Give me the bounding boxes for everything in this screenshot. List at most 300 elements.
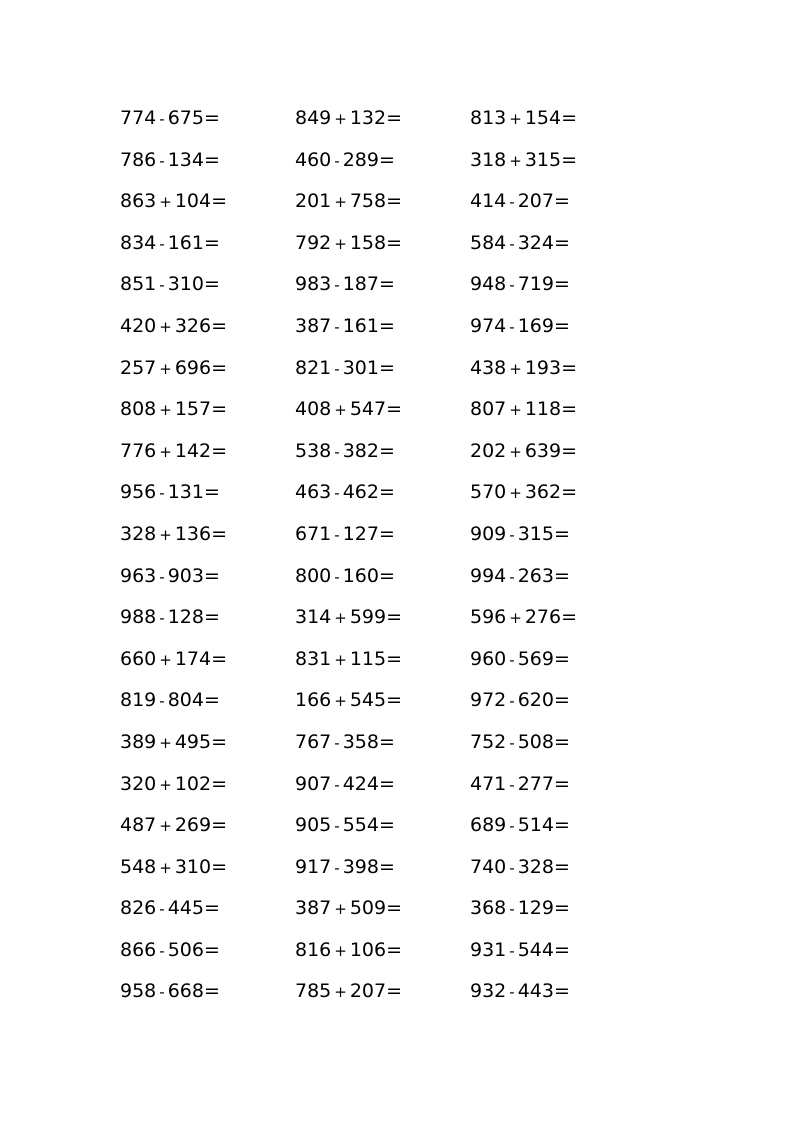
operator: - bbox=[334, 733, 340, 752]
operator: - bbox=[159, 983, 165, 1002]
operand-a: 931 bbox=[470, 938, 507, 961]
operand-a: 438 bbox=[470, 356, 507, 379]
operand-b: 127 bbox=[342, 522, 379, 545]
operand-a: 460 bbox=[295, 148, 332, 171]
operand-b: 495 bbox=[174, 730, 212, 753]
operator: - bbox=[509, 234, 515, 253]
math-problem bbox=[470, 764, 640, 806]
math-problem bbox=[470, 847, 640, 889]
operand-b: 509 bbox=[349, 897, 387, 920]
operand-a: 994 bbox=[470, 564, 507, 587]
operand-a: 972 bbox=[470, 689, 507, 712]
math-problem bbox=[295, 306, 465, 348]
math-problem bbox=[120, 722, 290, 764]
operand-b: 174 bbox=[174, 647, 212, 670]
operator: - bbox=[509, 775, 515, 794]
math-problem bbox=[120, 431, 290, 473]
math-problem bbox=[470, 930, 640, 972]
equals-sign: = bbox=[203, 273, 220, 296]
math-problem bbox=[120, 556, 290, 598]
operand-a: 740 bbox=[470, 855, 507, 878]
operand-a: 807 bbox=[470, 398, 507, 421]
operator: - bbox=[509, 317, 515, 336]
operand-b: 134 bbox=[167, 148, 204, 171]
problem-column-1 bbox=[120, 98, 290, 1013]
operand-b: 301 bbox=[342, 356, 379, 379]
operand-b: 696 bbox=[174, 356, 212, 379]
operand-a: 785 bbox=[295, 980, 332, 1003]
equals-sign: = bbox=[211, 439, 228, 462]
operand-b: 131 bbox=[167, 481, 204, 504]
operator: + bbox=[159, 817, 172, 836]
operand-b: 362 bbox=[524, 481, 562, 504]
math-problem bbox=[470, 514, 640, 556]
operand-b: 508 bbox=[517, 730, 554, 753]
operand-a: 813 bbox=[470, 107, 507, 129]
operand-a: 538 bbox=[295, 439, 332, 462]
operand-b: 599 bbox=[349, 606, 387, 629]
operand-b: 324 bbox=[517, 231, 554, 254]
operand-a: 471 bbox=[470, 772, 507, 795]
operator: + bbox=[159, 193, 172, 212]
operand-b: 289 bbox=[342, 148, 379, 171]
math-problem bbox=[470, 971, 640, 1013]
operand-a: 831 bbox=[295, 647, 332, 670]
equals-sign: = bbox=[386, 689, 403, 712]
operator: - bbox=[334, 817, 340, 836]
equals-sign: = bbox=[211, 522, 228, 545]
operand-b: 263 bbox=[517, 564, 554, 587]
math-problem bbox=[470, 556, 640, 598]
operand-a: 948 bbox=[470, 273, 507, 296]
operand-b: 506 bbox=[167, 938, 204, 961]
operator: - bbox=[334, 775, 340, 794]
operand-a: 826 bbox=[120, 897, 157, 920]
math-problem bbox=[295, 888, 465, 930]
operator: - bbox=[509, 983, 515, 1002]
operator: - bbox=[509, 817, 515, 836]
operand-b: 675 bbox=[167, 107, 204, 129]
equals-sign: = bbox=[211, 647, 228, 670]
math-problem bbox=[120, 680, 290, 722]
operand-a: 387 bbox=[295, 314, 332, 337]
operand-a: 963 bbox=[120, 564, 157, 587]
operand-a: 596 bbox=[470, 606, 507, 629]
operand-b: 668 bbox=[167, 980, 204, 1003]
operator: + bbox=[509, 609, 522, 628]
equals-sign: = bbox=[561, 606, 578, 629]
equals-sign: = bbox=[553, 980, 570, 1003]
operand-a: 660 bbox=[120, 647, 157, 670]
operand-a: 328 bbox=[120, 522, 157, 545]
operand-a: 202 bbox=[470, 439, 507, 462]
operator: + bbox=[334, 692, 347, 711]
equals-sign: = bbox=[378, 730, 395, 753]
operator: + bbox=[159, 650, 172, 669]
operator: + bbox=[159, 317, 172, 336]
operand-a: 368 bbox=[470, 897, 507, 920]
operator: - bbox=[159, 609, 165, 628]
math-problem bbox=[295, 639, 465, 681]
operator: - bbox=[334, 276, 340, 295]
math-problem bbox=[470, 264, 640, 306]
operand-b: 276 bbox=[524, 606, 562, 629]
math-problem bbox=[295, 764, 465, 806]
equals-sign: = bbox=[211, 772, 228, 795]
math-problem bbox=[295, 847, 465, 889]
operator: - bbox=[509, 941, 515, 960]
equals-sign: = bbox=[378, 855, 395, 878]
operator: - bbox=[509, 858, 515, 877]
operand-b: 207 bbox=[517, 190, 554, 213]
equals-sign: = bbox=[386, 647, 403, 670]
math-problem bbox=[120, 888, 290, 930]
math-problem bbox=[120, 639, 290, 681]
equals-sign: = bbox=[553, 814, 570, 837]
operand-a: 821 bbox=[295, 356, 332, 379]
equals-sign: = bbox=[203, 481, 220, 504]
operand-b: 102 bbox=[174, 772, 212, 795]
equals-sign: = bbox=[561, 398, 578, 421]
math-problem bbox=[470, 722, 640, 764]
operator: - bbox=[159, 900, 165, 919]
operator: - bbox=[334, 567, 340, 586]
operand-b: 161 bbox=[342, 314, 379, 337]
equals-sign: = bbox=[203, 606, 220, 629]
equals-sign: = bbox=[203, 980, 220, 1003]
operator: - bbox=[159, 941, 165, 960]
equals-sign: = bbox=[378, 772, 395, 795]
equals-sign: = bbox=[211, 814, 228, 837]
operator: - bbox=[334, 359, 340, 378]
operand-a: 792 bbox=[295, 231, 332, 254]
equals-sign: = bbox=[378, 522, 395, 545]
equals-sign: = bbox=[378, 356, 395, 379]
operator: - bbox=[509, 525, 515, 544]
equals-sign: = bbox=[211, 730, 228, 753]
operator: - bbox=[159, 692, 165, 711]
math-problem bbox=[295, 223, 465, 265]
operand-b: 207 bbox=[349, 980, 387, 1003]
operand-b: 554 bbox=[342, 814, 379, 837]
operand-a: 816 bbox=[295, 938, 332, 961]
operand-b: 326 bbox=[174, 314, 212, 337]
operator: + bbox=[334, 900, 347, 919]
equals-sign: = bbox=[553, 522, 570, 545]
equals-sign: = bbox=[211, 356, 228, 379]
operand-b: 269 bbox=[174, 814, 212, 837]
equals-sign: = bbox=[203, 897, 220, 920]
operand-b: 569 bbox=[517, 647, 554, 670]
problem-column-2 bbox=[295, 98, 465, 1013]
operand-b: 544 bbox=[517, 938, 554, 961]
equals-sign: = bbox=[553, 689, 570, 712]
math-problem bbox=[295, 597, 465, 639]
math-problem bbox=[120, 971, 290, 1013]
operand-b: 310 bbox=[167, 273, 204, 296]
equals-sign: = bbox=[203, 231, 220, 254]
math-problem bbox=[120, 140, 290, 182]
operand-a: 905 bbox=[295, 814, 332, 837]
math-problem bbox=[295, 722, 465, 764]
math-problem bbox=[120, 306, 290, 348]
operand-b: 639 bbox=[524, 439, 562, 462]
math-problem bbox=[295, 140, 465, 182]
equals-sign: = bbox=[553, 938, 570, 961]
operand-a: 907 bbox=[295, 772, 332, 795]
math-problem bbox=[295, 389, 465, 431]
operator: - bbox=[334, 317, 340, 336]
equals-sign: = bbox=[386, 107, 403, 129]
math-problem bbox=[295, 805, 465, 847]
operand-a: 800 bbox=[295, 564, 332, 587]
operand-b: 193 bbox=[524, 356, 562, 379]
operand-a: 201 bbox=[295, 190, 332, 213]
operand-b: 398 bbox=[342, 855, 379, 878]
operand-b: 132 bbox=[349, 107, 387, 129]
equals-sign: = bbox=[561, 148, 578, 171]
operand-b: 277 bbox=[517, 772, 554, 795]
operator: + bbox=[334, 983, 347, 1002]
equals-sign: = bbox=[553, 273, 570, 296]
equals-sign: = bbox=[386, 398, 403, 421]
equals-sign: = bbox=[378, 439, 395, 462]
operator: + bbox=[159, 359, 172, 378]
equals-sign: = bbox=[378, 148, 395, 171]
operator: - bbox=[334, 484, 340, 503]
equals-sign: = bbox=[203, 564, 220, 587]
math-problem bbox=[295, 514, 465, 556]
operand-a: 318 bbox=[470, 148, 507, 171]
math-problem bbox=[120, 764, 290, 806]
operand-a: 314 bbox=[295, 606, 332, 629]
operator: - bbox=[509, 650, 515, 669]
equals-sign: = bbox=[386, 231, 403, 254]
equals-sign: = bbox=[378, 273, 395, 296]
math-problem bbox=[120, 472, 290, 514]
math-problem bbox=[295, 264, 465, 306]
math-problem bbox=[120, 805, 290, 847]
operator: + bbox=[509, 484, 522, 503]
operator: - bbox=[159, 151, 165, 170]
operand-a: 671 bbox=[295, 522, 332, 545]
equals-sign: = bbox=[553, 231, 570, 254]
equals-sign: = bbox=[553, 897, 570, 920]
operator: - bbox=[334, 151, 340, 170]
operator: + bbox=[334, 401, 347, 420]
operator: + bbox=[159, 401, 172, 420]
equals-sign: = bbox=[553, 855, 570, 878]
operand-b: 804 bbox=[167, 689, 204, 712]
math-problem bbox=[120, 514, 290, 556]
math-problem bbox=[120, 930, 290, 972]
equals-sign: = bbox=[553, 190, 570, 213]
operator: + bbox=[509, 110, 522, 128]
math-problem bbox=[120, 181, 290, 223]
operator: + bbox=[159, 775, 172, 794]
operator: - bbox=[159, 110, 165, 128]
operand-b: 129 bbox=[517, 897, 554, 920]
math-problem bbox=[470, 223, 640, 265]
math-problem bbox=[470, 805, 640, 847]
operand-b: 161 bbox=[167, 231, 204, 254]
equals-sign: = bbox=[553, 647, 570, 670]
equals-sign: = bbox=[561, 107, 578, 129]
equals-sign: = bbox=[203, 689, 220, 712]
operator: - bbox=[334, 525, 340, 544]
operand-a: 389 bbox=[120, 730, 157, 753]
operator: - bbox=[159, 276, 165, 295]
operand-a: 487 bbox=[120, 814, 157, 837]
operator: + bbox=[159, 733, 172, 752]
operand-a: 776 bbox=[120, 439, 157, 462]
operator: - bbox=[159, 484, 165, 503]
operator: - bbox=[509, 276, 515, 295]
operand-b: 310 bbox=[174, 855, 212, 878]
operand-b: 462 bbox=[342, 481, 379, 504]
operand-b: 128 bbox=[167, 606, 204, 629]
operand-a: 808 bbox=[120, 398, 157, 421]
operator: + bbox=[334, 650, 347, 669]
math-problem bbox=[295, 930, 465, 972]
math-problem bbox=[295, 98, 465, 140]
operand-a: 752 bbox=[470, 730, 507, 753]
operand-b: 115 bbox=[349, 647, 387, 670]
operator: + bbox=[334, 609, 347, 628]
operand-a: 408 bbox=[295, 398, 332, 421]
equals-sign: = bbox=[211, 398, 228, 421]
operand-a: 932 bbox=[470, 980, 507, 1003]
operand-b: 443 bbox=[517, 980, 554, 1003]
operand-b: 719 bbox=[517, 273, 554, 296]
operator: - bbox=[334, 858, 340, 877]
operand-a: 548 bbox=[120, 855, 157, 878]
operand-a: 689 bbox=[470, 814, 507, 837]
operator: + bbox=[509, 442, 522, 461]
operand-a: 414 bbox=[470, 190, 507, 213]
operand-b: 514 bbox=[517, 814, 554, 837]
operator: + bbox=[334, 234, 347, 253]
math-problem bbox=[470, 140, 640, 182]
operand-b: 160 bbox=[342, 564, 379, 587]
operand-b: 315 bbox=[517, 522, 554, 545]
operator: + bbox=[509, 359, 522, 378]
equals-sign: = bbox=[553, 564, 570, 587]
operand-a: 958 bbox=[120, 980, 157, 1003]
equals-sign: = bbox=[211, 855, 228, 878]
operand-b: 157 bbox=[174, 398, 212, 421]
math-problem bbox=[470, 680, 640, 722]
operand-a: 774 bbox=[120, 107, 157, 129]
operator: - bbox=[509, 692, 515, 711]
operator: + bbox=[159, 442, 172, 461]
equals-sign: = bbox=[553, 772, 570, 795]
operand-b: 328 bbox=[517, 855, 554, 878]
equals-sign: = bbox=[378, 314, 395, 337]
equals-sign: = bbox=[386, 938, 403, 961]
operand-a: 960 bbox=[470, 647, 507, 670]
operand-a: 851 bbox=[120, 273, 157, 296]
operand-b: 903 bbox=[167, 564, 204, 587]
operand-a: 420 bbox=[120, 314, 157, 337]
operand-a: 909 bbox=[470, 522, 507, 545]
equals-sign: = bbox=[386, 606, 403, 629]
operand-b: 187 bbox=[342, 273, 379, 296]
equals-sign: = bbox=[386, 980, 403, 1003]
operand-a: 166 bbox=[295, 689, 332, 712]
operand-b: 118 bbox=[524, 398, 562, 421]
equals-sign: = bbox=[561, 439, 578, 462]
math-problem bbox=[470, 888, 640, 930]
operand-b: 158 bbox=[349, 231, 387, 254]
equals-sign: = bbox=[561, 481, 578, 504]
math-problem bbox=[470, 348, 640, 390]
operand-b: 424 bbox=[342, 772, 379, 795]
operand-a: 584 bbox=[470, 231, 507, 254]
operand-b: 315 bbox=[524, 148, 562, 171]
operand-a: 387 bbox=[295, 897, 332, 920]
operator: + bbox=[159, 525, 172, 544]
math-problem bbox=[120, 597, 290, 639]
operand-b: 547 bbox=[349, 398, 387, 421]
math-problem bbox=[295, 181, 465, 223]
equals-sign: = bbox=[386, 897, 403, 920]
math-problem bbox=[295, 472, 465, 514]
operator: - bbox=[509, 900, 515, 919]
operand-b: 136 bbox=[174, 522, 212, 545]
equals-sign: = bbox=[378, 814, 395, 837]
operand-b: 142 bbox=[174, 439, 212, 462]
equals-sign: = bbox=[553, 730, 570, 753]
problem-column-3 bbox=[470, 98, 640, 1013]
operator: - bbox=[509, 733, 515, 752]
operator: - bbox=[159, 567, 165, 586]
math-problem bbox=[295, 556, 465, 598]
math-problem bbox=[470, 472, 640, 514]
math-problem bbox=[295, 971, 465, 1013]
operator: + bbox=[334, 941, 347, 960]
math-problem bbox=[120, 98, 290, 140]
math-problem bbox=[295, 348, 465, 390]
operand-a: 988 bbox=[120, 606, 157, 629]
operand-a: 320 bbox=[120, 772, 157, 795]
math-problem bbox=[470, 181, 640, 223]
operand-a: 786 bbox=[120, 148, 157, 171]
operator: - bbox=[509, 193, 515, 212]
operand-b: 758 bbox=[349, 190, 387, 213]
operand-b: 169 bbox=[517, 314, 554, 337]
operator: - bbox=[334, 442, 340, 461]
math-problem bbox=[470, 639, 640, 681]
operand-a: 767 bbox=[295, 730, 332, 753]
equals-sign: = bbox=[386, 190, 403, 213]
math-problem bbox=[470, 389, 640, 431]
operator: - bbox=[159, 234, 165, 253]
math-problem bbox=[470, 98, 640, 140]
equals-sign: = bbox=[203, 938, 220, 961]
math-problem bbox=[470, 597, 640, 639]
equals-sign: = bbox=[203, 148, 220, 171]
math-problem bbox=[120, 223, 290, 265]
operand-b: 445 bbox=[167, 897, 204, 920]
math-problem bbox=[120, 264, 290, 306]
operator: + bbox=[334, 193, 347, 212]
math-problem bbox=[295, 680, 465, 722]
operand-b: 382 bbox=[342, 439, 379, 462]
operand-a: 257 bbox=[120, 356, 157, 379]
operand-a: 974 bbox=[470, 314, 507, 337]
math-problem bbox=[295, 431, 465, 473]
